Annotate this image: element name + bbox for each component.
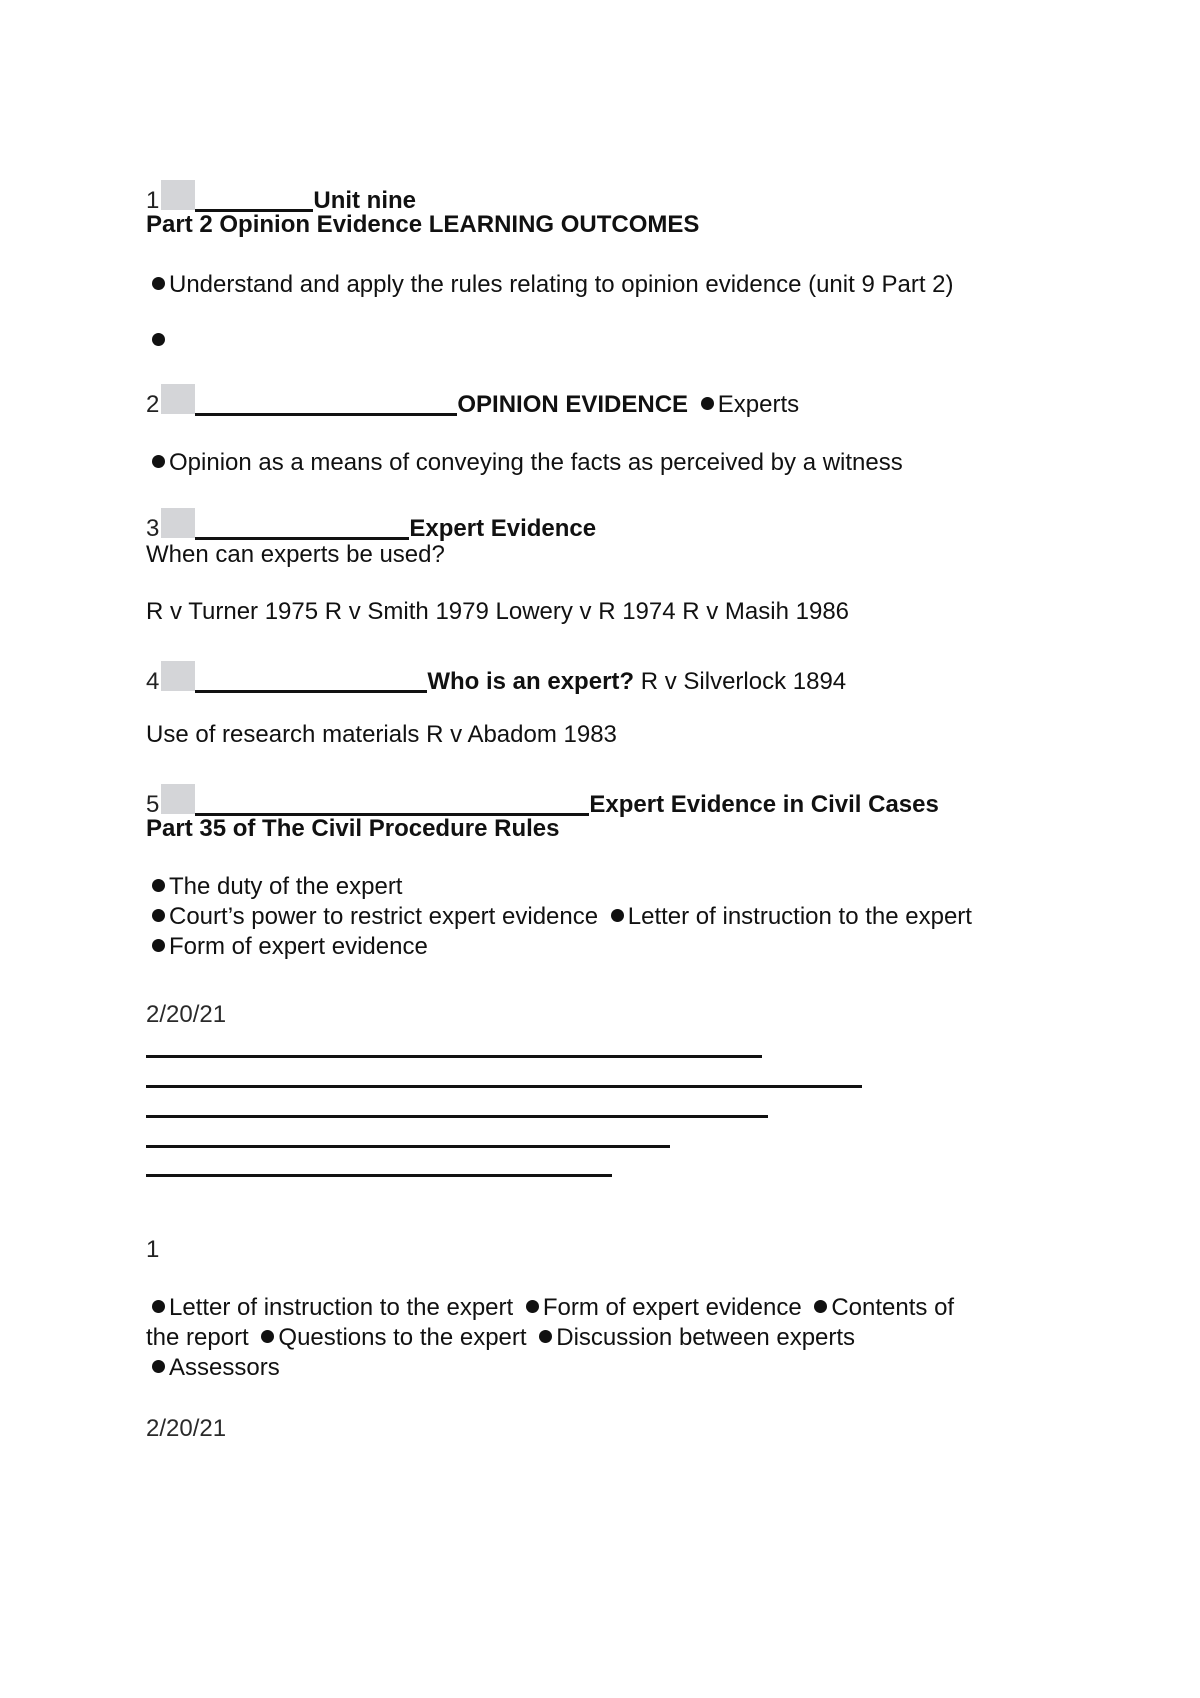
- bullet-text: The duty of the expert: [169, 873, 403, 900]
- bullet-text: Understand and apply the rules relating to opinion evidence (unit 9 Part 2): [169, 271, 954, 298]
- slide-thumbnail: [161, 784, 195, 814]
- bullet-text: Questions to the expert: [278, 1324, 527, 1351]
- slide-number: 5: [146, 791, 160, 818]
- slide-title: Expert Evidence: [409, 515, 597, 542]
- bullet-item: [146, 1353, 280, 1383]
- bullet-text: Opinion as a means of conveying the facts as perceived by a witness: [169, 449, 903, 476]
- slide-3-heading: [146, 508, 596, 544]
- slide-thumbnail: [161, 661, 195, 691]
- slide-number: 2: [146, 391, 160, 418]
- bullet-icon: [701, 397, 714, 410]
- bullet-icon: [814, 1300, 827, 1313]
- bullet-icon: [526, 1300, 539, 1313]
- underline-rule: [195, 515, 409, 540]
- note-line: [146, 1085, 862, 1088]
- slide-thumbnail: [161, 180, 195, 210]
- bullet-text: Letter of instruction to the expert: [627, 903, 972, 930]
- bullet-icon: [611, 909, 624, 922]
- text-line: Use of research materials R v Abadom 1983: [146, 721, 617, 748]
- slide-number: 4: [146, 668, 160, 695]
- bullet-row: [146, 902, 972, 932]
- note-line: [146, 1145, 670, 1148]
- text-line: When can experts be used?: [146, 541, 445, 568]
- bullet-text: Letter of instruction to the expert: [169, 1294, 514, 1321]
- bullet-icon: [152, 939, 165, 952]
- bullet-icon: [539, 1330, 552, 1343]
- note-line: [146, 1174, 612, 1177]
- slide-thumbnail: [161, 508, 195, 538]
- bullet-icon: [152, 1300, 165, 1313]
- slide-title: Unit nine: [313, 187, 417, 214]
- bullet-item: [146, 448, 903, 478]
- bullet-text: Discussion between experts: [556, 1324, 856, 1351]
- slide-number: 1: [146, 187, 160, 214]
- bullet-text: Form of expert evidence: [542, 1294, 802, 1321]
- date-label: 2/20/21: [146, 1001, 227, 1028]
- slide-number: 3: [146, 515, 160, 542]
- bullet-item: [146, 932, 428, 962]
- date-label: 2/20/21: [146, 1415, 227, 1442]
- slide-title-suffix: R v Silverlock 1894: [634, 668, 847, 695]
- bullet-icon: [152, 277, 165, 290]
- slide-2-heading: [146, 384, 799, 420]
- slide-4-heading: [146, 661, 846, 697]
- bullet-text: Experts: [717, 391, 800, 418]
- text-line: R v Turner 1975 R v Smith 1979 Lowery v R 1974 R v Masih 1986: [146, 598, 850, 625]
- bullet-text: Form of expert evidence: [169, 933, 428, 960]
- slide-title: Expert Evidence in Civil Cases: [589, 791, 939, 818]
- note-line: [146, 1055, 762, 1058]
- slide-title: OPINION EVIDENCE: [457, 391, 689, 418]
- slide-title: Who is an expert?: [427, 668, 635, 695]
- bullet-text: Assessors: [169, 1354, 280, 1381]
- slide-5-subtitle: Part 35 of The Civil Procedure Rules: [146, 815, 560, 842]
- note-line: [146, 1115, 768, 1118]
- underline-rule: [195, 791, 589, 816]
- slide-thumbnail: [161, 384, 195, 414]
- bullet-icon: [152, 909, 165, 922]
- bullet-icon: [152, 879, 165, 892]
- bullet-row: [146, 1293, 954, 1323]
- underline-rule: [195, 668, 427, 693]
- page-number: 1: [146, 1236, 160, 1263]
- bullet-icon: [152, 455, 165, 468]
- bullet-text: Contents of: [831, 1294, 955, 1321]
- bullet-item: [146, 326, 169, 356]
- bullet-text: the report: [146, 1324, 249, 1351]
- underline-rule: [195, 187, 313, 212]
- bullet-text: Court’s power to restrict expert evidence: [169, 903, 599, 930]
- bullet-item: [146, 270, 954, 300]
- bullet-icon: [152, 333, 165, 346]
- bullet-icon: [261, 1330, 274, 1343]
- bullet-icon: [152, 1360, 165, 1373]
- bullet-row: [146, 1323, 855, 1353]
- underline-rule: [195, 391, 457, 416]
- bullet-item: [146, 872, 402, 902]
- slide-1-subtitle: Part 2 Opinion Evidence LEARNING OUTCOMES: [146, 211, 700, 238]
